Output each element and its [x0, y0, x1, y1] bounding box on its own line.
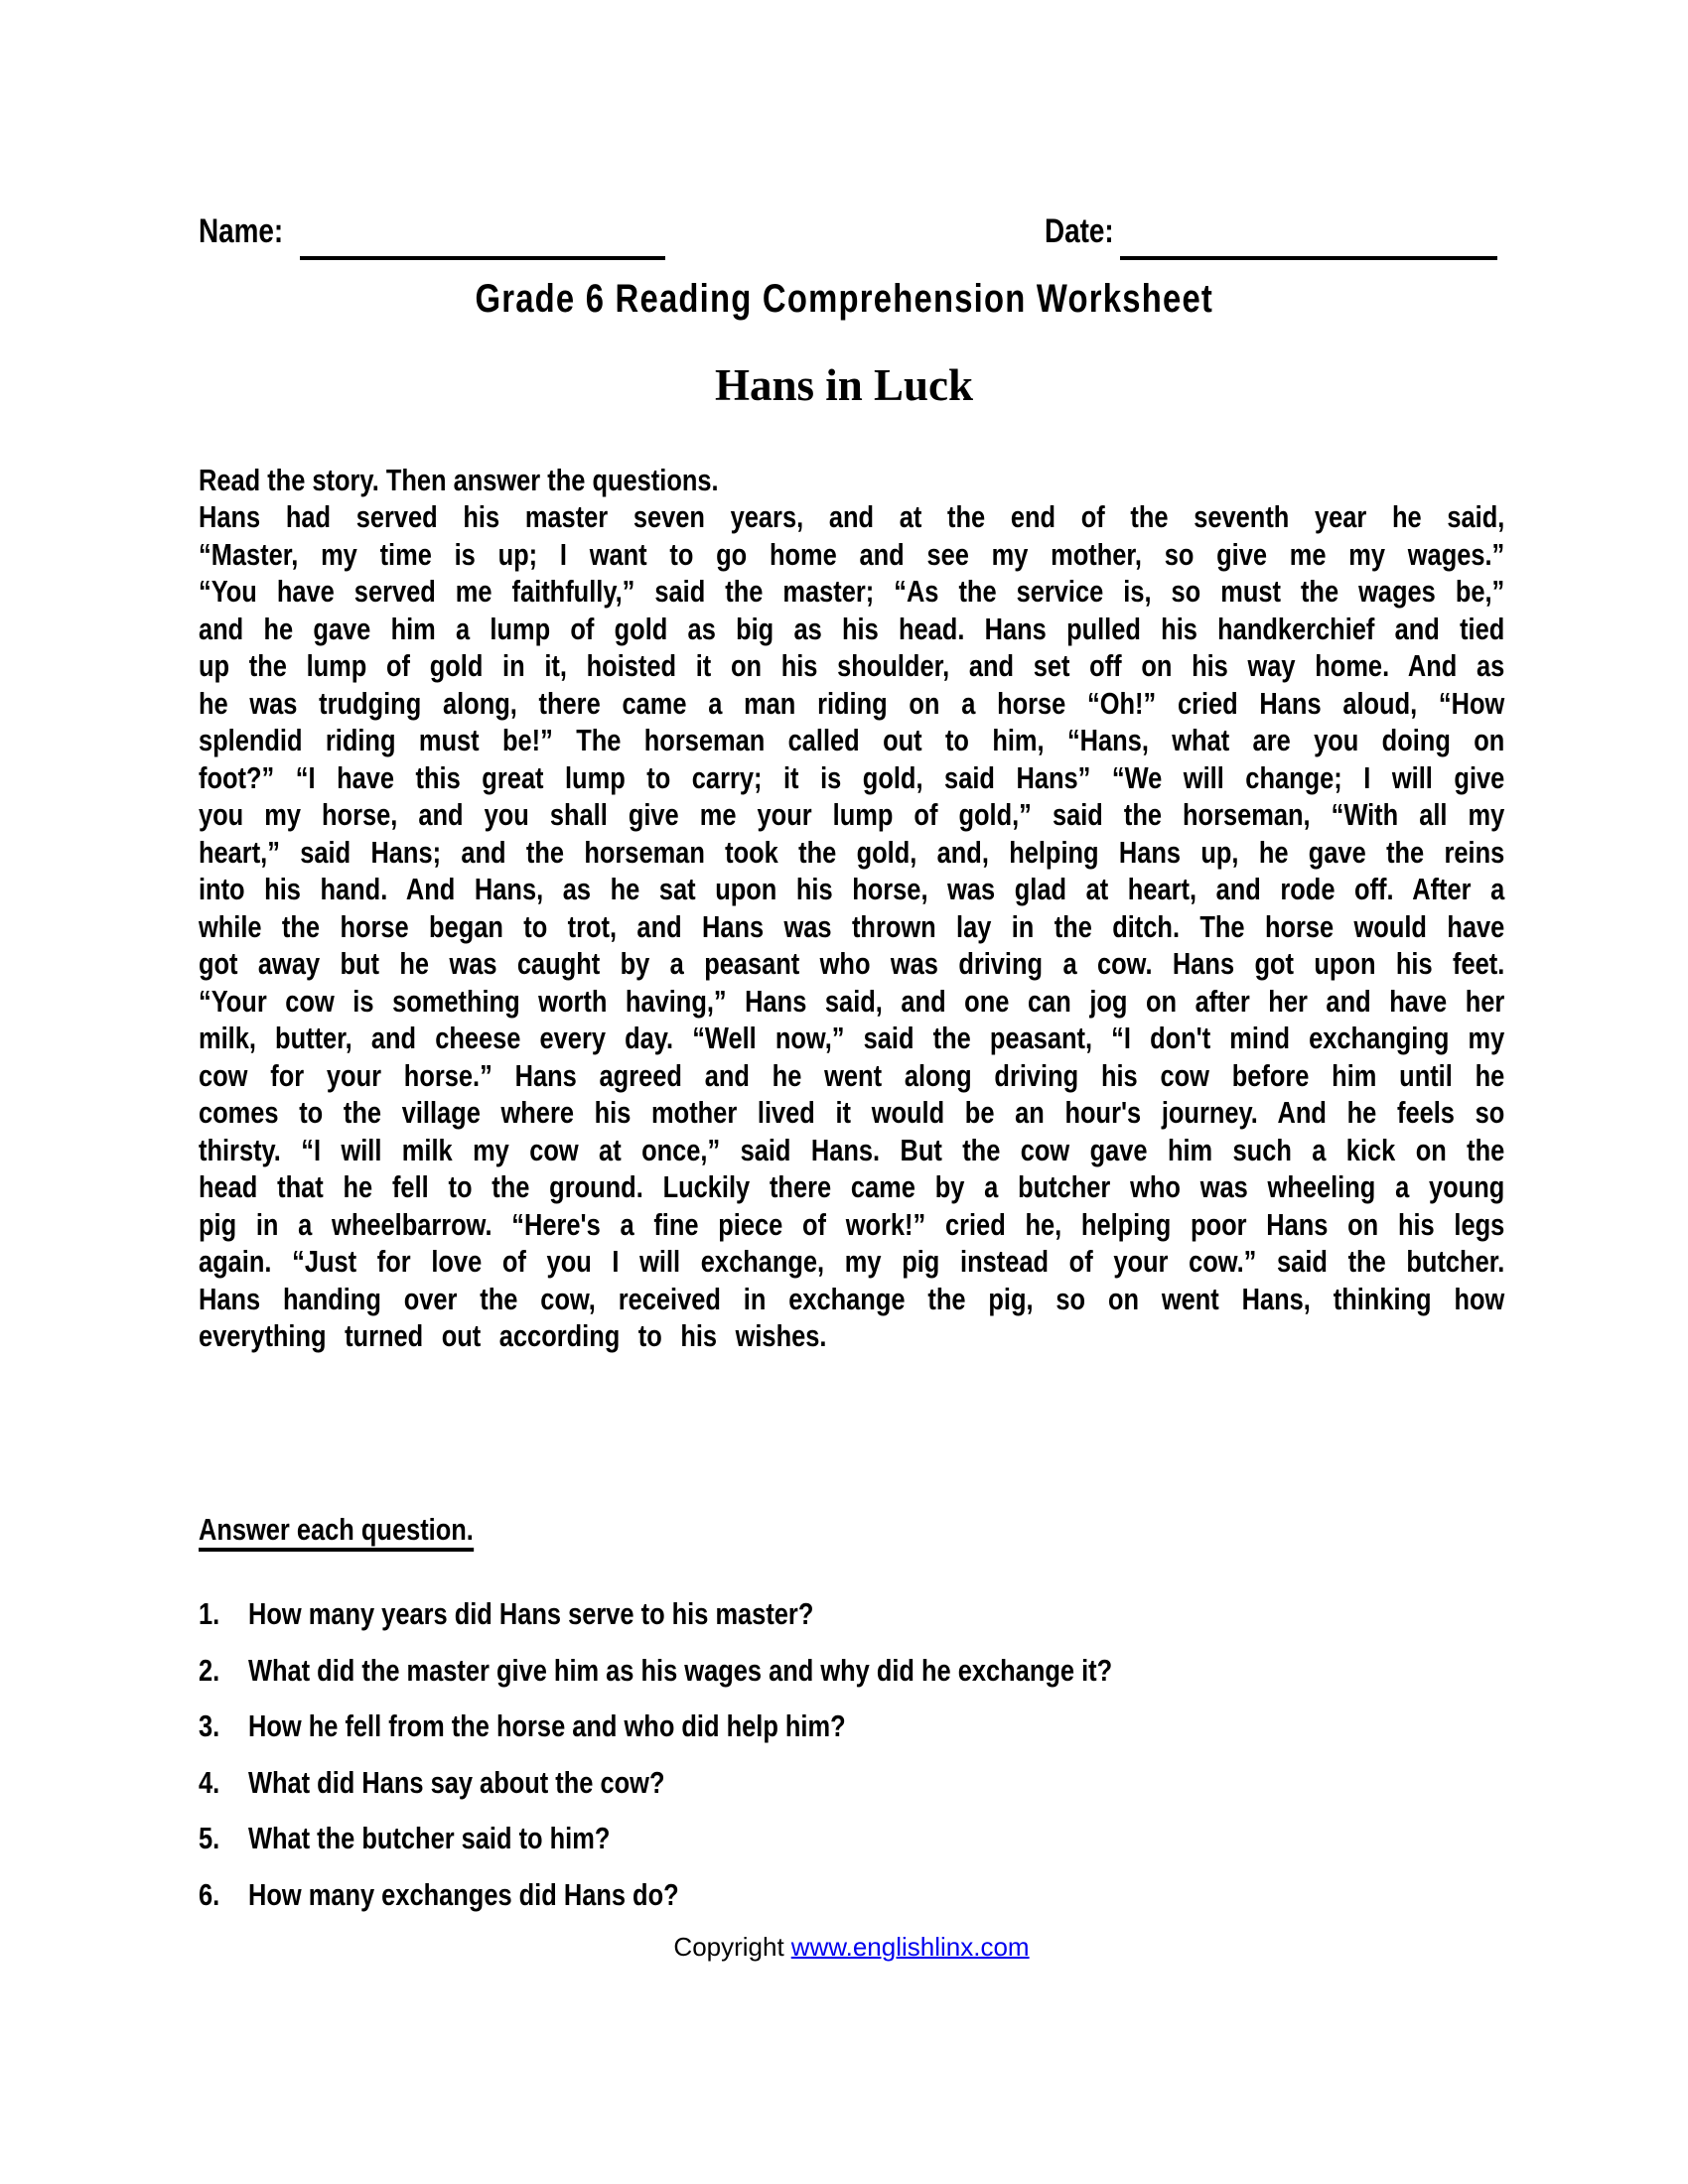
story-title: Hans in Luck — [714, 360, 974, 410]
question-1-number: 1. — [199, 1596, 220, 1631]
name-label — [199, 214, 302, 248]
copyright-link[interactable]: www.englishlinx.com — [790, 1932, 1030, 1962]
question-5-text: What the butcher said to him? — [248, 1821, 611, 1855]
worksheet-title-band — [199, 279, 1489, 319]
question-1-text: How many years did Hans serve to his master? — [248, 1596, 814, 1631]
question-6-text: How many exchanges did Hans do? — [248, 1877, 679, 1912]
question-4-text: What did Hans say about the cow? — [248, 1765, 665, 1800]
question-6-number: 6. — [199, 1877, 220, 1912]
question-row-5 — [199, 1819, 1504, 1858]
question-row-4 — [199, 1763, 1504, 1803]
question-2-number: 2. — [199, 1653, 220, 1688]
name-label-text: Name: — [199, 212, 284, 250]
instruction-band — [199, 462, 1504, 498]
question-row-1 — [199, 1594, 1504, 1634]
story-title-band — [199, 360, 1489, 410]
question-row-3 — [199, 1706, 1504, 1746]
question-3-text: How he fell from the horse and who did help him? — [248, 1708, 846, 1743]
worksheet-title: Grade 6 Reading Comprehension Worksheet — [475, 277, 1214, 321]
footer — [199, 1932, 1504, 1962]
story-band — [199, 498, 1504, 1355]
answer-heading-band — [199, 1514, 1504, 1552]
story-paragraph: Hans had served his master seven years, and at the end of the seventh year he said, “Master, my time is up; I want to go home and see my mother, so give me my wages.” “You have served me faithfully,” said the master; “As the service is, so must the wages be,” and he gave him a lump of gold as big as his head. Hans pulled his handkerchief and tied up the lump of gold in it, hoisted it on his shoulder, and set off on his way home. And as he was trudging along, there came a man riding on a horse “Oh!” cried Hans aloud, “How splendid riding must be!” The horseman called out to him, “Hans, what are you doing on foot?” “I have this great lump to carry; it is gold, said Hans” “We will change; I will give you my horse, and you shall give me your lump of gold,” said the horseman, “With all my heart,” said Hans; and the horseman took the gold, and, helping Hans up, he gave the reins into his hand. And Hans, as he sat upon his horse, was glad at heart, and rode off. After a while the horse began to trot, and Hans was thrown lay in the ditch. The horse would have got away but he was caught by a peasant who was driving a cow. Hans got upon his feet. “Your cow is something worth having,” Hans said, and one can jog on after her and have her milk, butter, and cheese every day. “Well now,” said the peasant, “I don't mind exchanging my cow for your horse.” Hans agreed and he went along driving his cow before him until he comes to the village where his mother lived it would be an hour's journey. And he feels so thirsty. “I will milk my cow at once,” said Hans. But the cow gave him such a kick on the head that he fell to the ground. Luckily there came by a butcher who was wheeling a young pig in a wheelbarrow. “Here's a fine piece of work!” cried he, helping poor Hans on his legs again. “Just for love of you I will exchange, my pig instead of your cow.” said the butcher. Hans handing over the cow, received in exchange the pig, so on went Hans, thinking how everything turned out according to his wishes. — [199, 499, 1505, 1353]
question-2-text: What did the master give him as his wages and why did he exchange it? — [248, 1653, 1113, 1688]
name-blank-line — [300, 216, 665, 260]
question-4-number: 4. — [199, 1765, 220, 1800]
instruction-text: Read the story. Then answer the questions. — [199, 463, 719, 497]
answer-heading: Answer each question. — [199, 1514, 474, 1552]
question-5-number: 5. — [199, 1821, 220, 1855]
date-blank-line — [1120, 216, 1497, 260]
date-label — [1045, 214, 1129, 248]
question-row-2 — [199, 1651, 1504, 1691]
question-3-number: 3. — [199, 1708, 220, 1743]
copyright-label: Copyright — [673, 1932, 784, 1962]
question-row-6 — [199, 1875, 1504, 1915]
date-label-text: Date: — [1045, 212, 1114, 250]
